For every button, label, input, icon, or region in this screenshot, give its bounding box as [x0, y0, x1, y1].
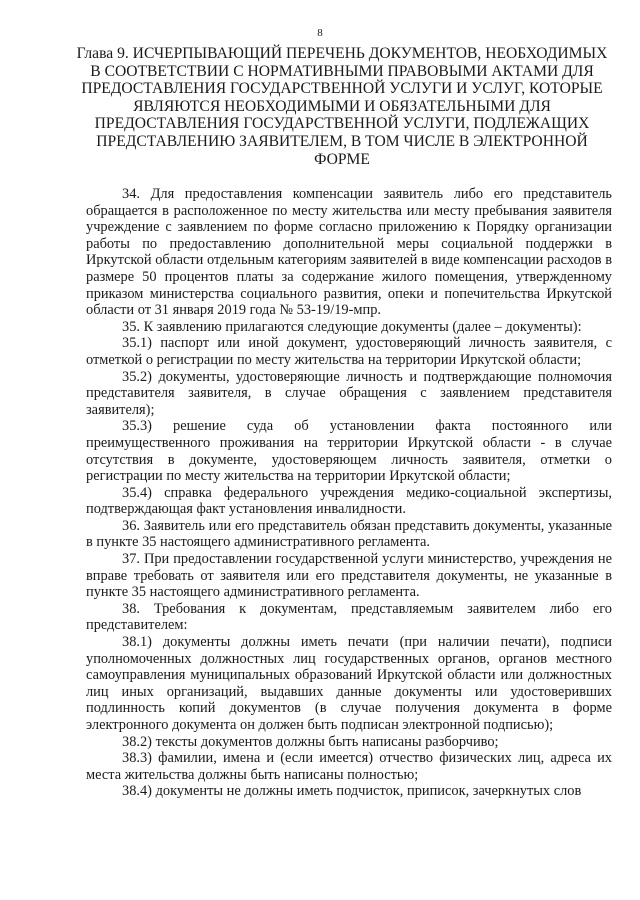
paragraph-35-2: 35.2) документы, удостоверяющие личность и подтверждающие полномочия представителя заявителя, в случае обращения с заявлением представителя заявителя);: [86, 368, 612, 418]
paragraph-38: 38. Требования к документам, представляемым заявителем либо его представителем:: [86, 600, 612, 634]
paragraph-38-1: 38.1) документы должны иметь печати (при наличии печати), подписи уполномоченных должностных лиц государственных органов, органов местного самоуправления муниципальных образований Иркутской области или должностных лиц иных организаций, выдавших данные документы или удостоверивших подлинность копий документов (в случае получения документа в форме электронного документа он должен быть подписан электронной подписью);: [86, 634, 612, 733]
paragraph-35-4: 35.4) справка федерального учреждения медико-социальной экспертизы, подтверждающая факт установления инвалидности.: [86, 484, 612, 518]
paragraph-38-3: 38.3) фамилии, имена и (если имеется) отчество физических лиц, адреса их места жительства должны быть написаны полностью;: [86, 750, 612, 783]
document-body: [86, 186, 612, 800]
paragraph-36: 36. Заявитель или его представитель обязан представить документы, указанные в пункте 35 настоящего административного регламента.: [86, 517, 612, 551]
paragraph-34: 34. Для предоставления компенсации заявитель либо его представитель обращается в расположенное по месту жительства или месту пребывания заявителя учреждение с заявлением по форме согласно приложению к Порядку организации работы по предоставлению дополнительной меры социальной поддержки в Иркутской области отдельным категориям заявителей в виде компенсации расходов в размере 50 процентов платы за содержание жилого помещения, утвержденному приказом министерства социального развития, опеки и попечительства Иркутской области от 31 января 2019 года № 53-19/19-мпр.: [86, 186, 612, 319]
paragraph-38-2: 38.2) тексты документов должны быть написаны разборчиво;: [122, 733, 499, 750]
paragraph-38-4: 38.4) документы не должны иметь подчисток, приписок, зачеркнутых слов: [122, 783, 582, 800]
chapter-heading: Глава 9. ИСЧЕРПЫВАЮЩИЙ ПЕРЕЧЕНЬ ДОКУМЕНТОВ, НЕОБХОДИМЫХ В СООТВЕТСТВИИ С НОРМАТИВНЫМИ ПРАВОВЫМИ АКТАМИ ДЛЯ ПРЕДОСТАВЛЕНИЯ ГОСУДАРСТВЕННОЙ УСЛУГИ И УСЛУГ, КОТОРЫЕ ЯВЛЯЮТСЯ НЕОБХОДИМЫМИ И ОБЯЗАТЕЛЬНЫМИ ДЛЯ ПРЕДОСТАВЛЕНИЯ ГОСУДАРСТВЕННОЙ УСЛУГИ, ПОДЛЕЖАЩИХ ПРЕДСТАВЛЕНИЮ ЗАЯВИТЕЛЕМ, В ТОМ ЧИСЛЕ В ЭЛЕКТРОННОЙ ФОРМЕ: [76, 45, 608, 168]
paragraph-37: 37. При предоставлении государственной услуги министерство, учреждения не вправе требовать от заявителя или его представителя документы, не указанные в пункте 35 настоящего административного регламента.: [86, 551, 612, 601]
paragraph-35-1: 35.1) паспорт или иной документ, удостоверяющий личность заявителя, с отметкой о регистрации по месту жительства на территории Иркутской области;: [86, 335, 612, 368]
paragraph-35-3: 35.3) решение суда об установлении факта постоянного или преимущественного проживания на территории Иркутской области - в случае отсутствия в документе, удостоверяющем личность заявителя, отметки о регистрации по месту жительства на территории Иркутской области;: [86, 418, 612, 485]
paragraph-35: 35. К заявлению прилагаются следующие документы (далее – документы):: [122, 318, 582, 335]
page-number: 8: [317, 27, 323, 39]
